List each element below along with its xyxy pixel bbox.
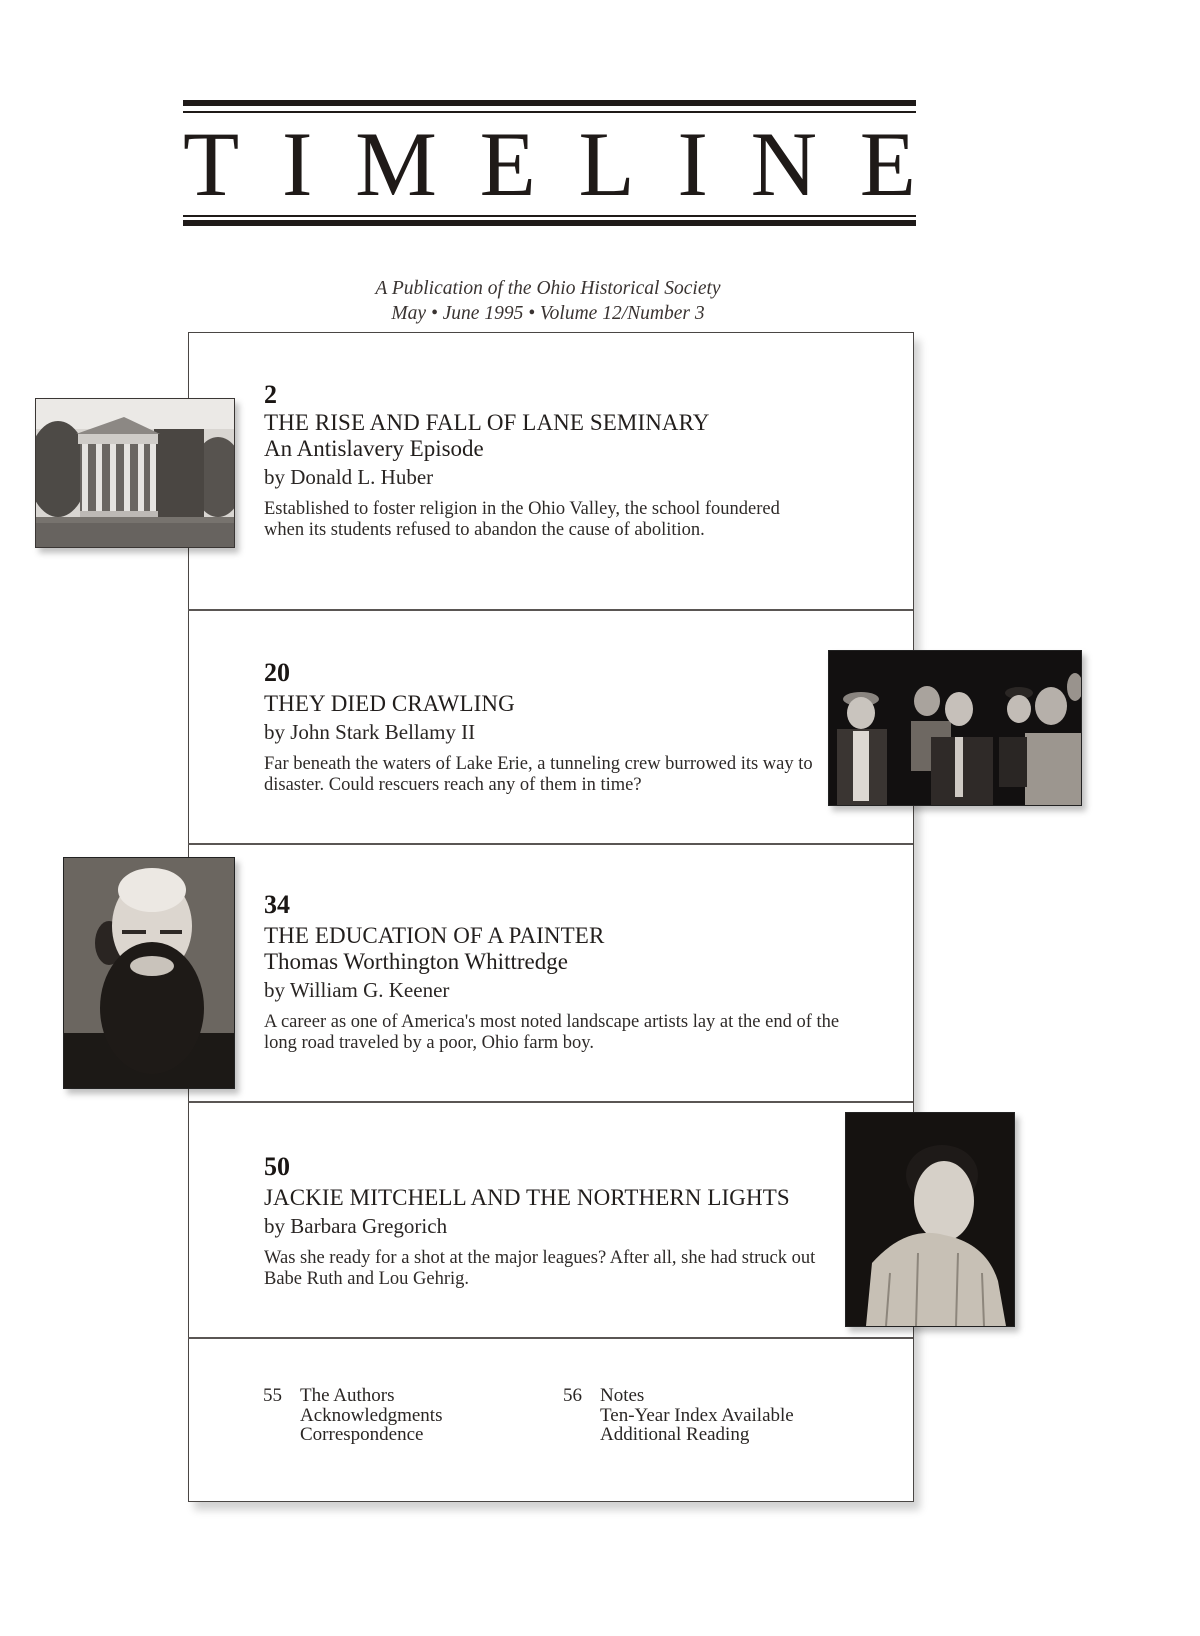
article-description: Far beneath the waters of Lake Erie, a tunneling crew burrowed its way to disaster. Could rescuers reach any of them in time? bbox=[264, 754, 813, 795]
article-page-number: 34 bbox=[264, 890, 290, 919]
article-description: A career as one of America's most noted landscape artists lay at the end of the long road traveled by a poor, Ohio farm boy. bbox=[264, 1012, 840, 1053]
group-photo-icon bbox=[829, 651, 1081, 805]
jackie-mitchell-portrait-image bbox=[845, 1112, 1015, 1327]
back-matter-item-acknowledgments[interactable]: Acknowledgments bbox=[300, 1404, 443, 1426]
section-divider bbox=[188, 843, 913, 845]
article-title[interactable]: THE RISE AND FALL OF LANE SEMINARY bbox=[264, 410, 710, 435]
lane-seminary-image bbox=[35, 398, 235, 548]
article-title[interactable]: JACKIE MITCHELL AND THE NORTHERN LIGHTS bbox=[264, 1185, 790, 1210]
article-entry-education-of-a-painter[interactable] bbox=[264, 890, 864, 1054]
article-entry-jackie-mitchell[interactable] bbox=[264, 1152, 864, 1290]
masthead-bottom-thin-rule bbox=[183, 215, 916, 217]
masthead-bottom-thick-rule bbox=[183, 220, 916, 226]
article-page-number: 50 bbox=[264, 1152, 290, 1181]
article-description: Was she ready for a shot at the major leagues? After all, she had struck out Babe Ruth and Lou Gehrig. bbox=[264, 1248, 816, 1289]
publication-credit: A Publication of the Ohio Historical Society bbox=[375, 278, 721, 299]
masthead-top-thick-rule bbox=[183, 100, 916, 106]
section-divider bbox=[188, 1337, 913, 1339]
whittredge-portrait-image bbox=[63, 857, 235, 1089]
masthead-letter: I bbox=[677, 113, 708, 215]
back-matter-item-correspondence[interactable]: Correspondence bbox=[300, 1424, 424, 1445]
masthead-letter: N bbox=[750, 113, 818, 215]
back-matter-page: 56 bbox=[563, 1385, 582, 1406]
article-title[interactable]: THEY DIED CRAWLING bbox=[264, 691, 515, 716]
article-byline: by William G. Keener bbox=[264, 978, 450, 1002]
masthead-letter: E bbox=[859, 113, 916, 215]
masthead-title bbox=[183, 112, 916, 216]
portrait-photo-icon bbox=[846, 1113, 1014, 1326]
masthead-letter: E bbox=[479, 113, 536, 215]
article-byline: by Barbara Gregorich bbox=[264, 1214, 448, 1238]
article-page-number: 2 bbox=[264, 380, 277, 409]
masthead-letter: M bbox=[355, 113, 437, 215]
tunnel-crew-image bbox=[828, 650, 1082, 806]
article-entry-they-died-crawling[interactable] bbox=[264, 658, 864, 796]
article-entry-lane-seminary[interactable] bbox=[264, 380, 864, 541]
article-title[interactable]: THE EDUCATION OF A PAINTER bbox=[264, 923, 605, 948]
issue-info: May • June 1995 • Volume 12/Number 3 bbox=[391, 303, 705, 324]
building-engraving-icon bbox=[36, 399, 234, 547]
back-matter-item-authors[interactable]: The Authors bbox=[300, 1385, 395, 1406]
article-subtitle: An Antislavery Episode bbox=[264, 436, 484, 461]
back-matter-item-notes[interactable]: Notes bbox=[600, 1385, 645, 1406]
article-subtitle: Thomas Worthington Whittredge bbox=[264, 949, 568, 974]
section-divider bbox=[188, 609, 913, 611]
portrait-photo-icon bbox=[64, 858, 234, 1088]
section-divider bbox=[188, 1101, 913, 1103]
article-page-number: 20 bbox=[264, 658, 290, 687]
article-byline: by John Stark Bellamy II bbox=[264, 720, 476, 744]
masthead-letter: T bbox=[183, 113, 240, 215]
article-description: Established to foster religion in the Ohio Valley, the school foundered when its students refused to abandon the cause of abolition. bbox=[264, 499, 780, 540]
masthead-letter: I bbox=[281, 113, 313, 215]
masthead-letter: L bbox=[578, 113, 635, 215]
back-matter-item-ten-year-index[interactable]: Ten-Year Index Available bbox=[600, 1404, 794, 1426]
back-matter-item-additional-reading[interactable]: Additional Reading bbox=[600, 1424, 750, 1445]
article-byline: by Donald L. Huber bbox=[264, 465, 434, 489]
back-matter-page: 55 bbox=[263, 1385, 282, 1406]
